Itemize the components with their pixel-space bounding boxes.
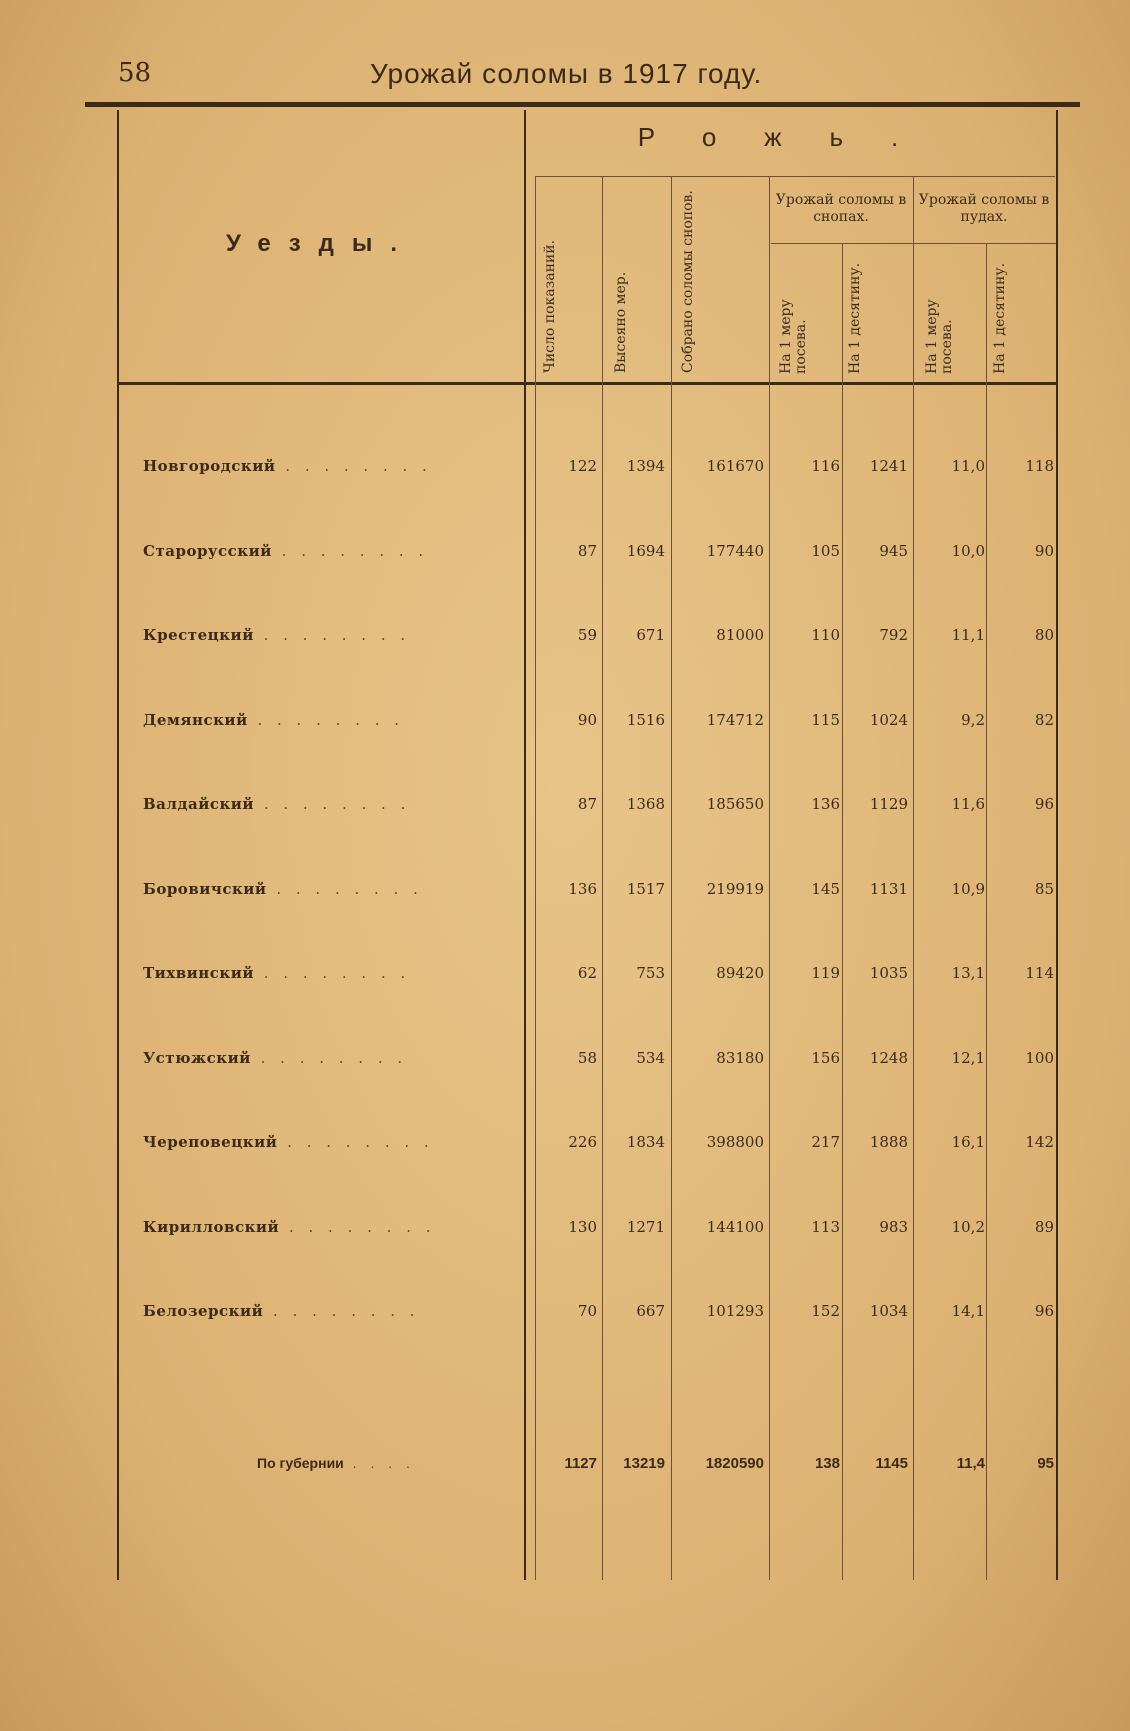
table-cell-count: 1127 <box>564 1455 597 1472</box>
col-sown-header: Высеяно мер. <box>613 271 629 373</box>
pd-measure-header: На 1 меру посева. <box>924 299 955 374</box>
table-cell-sh-measure: 138 <box>814 1455 840 1472</box>
table-cell-sown: 1271 <box>626 1218 665 1236</box>
table-cell-pd-des: 96 <box>1034 795 1054 813</box>
total-row-label: По губернии . . . . <box>257 1455 415 1471</box>
table-cell-sh-measure: 110 <box>811 626 840 644</box>
col-collected-header: Собрано соломы снопов. <box>680 190 696 373</box>
table-cell-sh-des: 1034 <box>869 1302 908 1320</box>
table-cell-count: 90 <box>577 711 597 729</box>
table-cell-count: 58 <box>577 1049 597 1067</box>
table-cell-sown: 1517 <box>626 880 665 898</box>
table-cell-sown: 13219 <box>623 1455 665 1472</box>
table-cell-pd-measure: 10,9 <box>951 880 985 898</box>
table-cell-pd-des: 82 <box>1034 711 1054 729</box>
column-rule <box>842 243 843 1580</box>
right-border <box>1056 110 1058 1580</box>
uezd-name: Новгородский . . . . . . . . <box>143 457 432 475</box>
top-rule <box>85 102 1080 107</box>
table-cell-pd-measure: 11,1 <box>951 626 985 644</box>
page-title: Урожай соломы в 1917 году. <box>370 58 763 89</box>
column-rule <box>986 243 987 1580</box>
table-cell-pd-des: 118 <box>1025 457 1054 475</box>
stub-divider <box>524 110 526 1580</box>
uezd-name: Белозерский . . . . . . . . <box>143 1302 420 1320</box>
table-cell-sh-des: 1131 <box>869 880 908 898</box>
page-header <box>0 58 1130 98</box>
table-cell-pd-des: 96 <box>1034 1302 1054 1320</box>
straw-yield-table <box>117 110 1058 1580</box>
table-cell-sh-des: 1035 <box>869 964 908 982</box>
table-cell-collected: 101293 <box>706 1302 764 1320</box>
column-rule <box>535 176 536 1580</box>
table-cell-collected: 89420 <box>716 964 764 982</box>
table-cell-pd-measure: 11,6 <box>951 795 985 813</box>
table-cell-sown: 534 <box>636 1049 665 1067</box>
table-cell-collected: 144100 <box>706 1218 764 1236</box>
table-cell-pd-des: 114 <box>1025 964 1054 982</box>
table-cell-pd-measure: 11,4 <box>956 1455 985 1472</box>
table-cell-sh-measure: 145 <box>811 880 840 898</box>
table-cell-pd-des: 85 <box>1034 880 1054 898</box>
table-cell-count: 136 <box>568 880 597 898</box>
uezd-name: Боровичский . . . . . . . . <box>143 880 423 898</box>
table-cell-sh-measure: 217 <box>811 1133 840 1151</box>
table-cell-collected: 83180 <box>716 1049 764 1067</box>
table-cell-sh-des: 1248 <box>869 1049 908 1067</box>
column-rule <box>913 176 914 1580</box>
table-cell-sown: 1834 <box>626 1133 665 1151</box>
table-cell-pd-des: 142 <box>1025 1133 1054 1151</box>
table-cell-collected: 174712 <box>706 711 764 729</box>
col-count-header: Число показаний. <box>542 239 558 373</box>
table-cell-pd-des: 89 <box>1034 1218 1054 1236</box>
column-rule <box>769 176 770 1580</box>
crop-header: Рожь. <box>637 122 947 152</box>
uezdy-header: Уезды. <box>225 230 416 257</box>
table-cell-sh-des: 1145 <box>875 1455 908 1472</box>
table-cell-sown: 1516 <box>626 711 665 729</box>
table-cell-pd-measure: 11,0 <box>951 457 985 475</box>
table-cell-collected: 177440 <box>706 542 764 560</box>
table-cell-collected: 185650 <box>706 795 764 813</box>
poods-group-header: Урожай соломы в пудах. <box>918 192 1050 225</box>
table-cell-sh-measure: 105 <box>811 542 840 560</box>
table-cell-count: 226 <box>568 1133 597 1151</box>
sh-des-header: На 1 десятину. <box>847 262 863 374</box>
table-cell-sown: 753 <box>636 964 665 982</box>
uezd-name: Устюжский . . . . . . . . <box>143 1049 408 1067</box>
uezd-name: Валдайский . . . . . . . . <box>143 795 411 813</box>
table-cell-pd-measure: 9,2 <box>961 711 985 729</box>
table-cell-pd-des: 80 <box>1034 626 1054 644</box>
table-cell-sown: 1368 <box>626 795 665 813</box>
crop-rule <box>535 176 1055 177</box>
table-cell-sh-measure: 115 <box>811 711 840 729</box>
table-cell-count: 62 <box>577 964 597 982</box>
uezd-name: Тихвинский . . . . . . . . <box>143 964 411 982</box>
table-cell-sh-measure: 136 <box>811 795 840 813</box>
table-cell-collected: 81000 <box>716 626 764 644</box>
sheaves-group-header: Урожай соломы в снопах. <box>775 192 907 225</box>
table-cell-sh-des: 1129 <box>869 795 908 813</box>
table-cell-pd-des: 90 <box>1034 542 1054 560</box>
uezd-name: Старорусский . . . . . . . . <box>143 542 429 560</box>
table-cell-sown: 671 <box>636 626 665 644</box>
table-cell-sown: 1394 <box>626 457 665 475</box>
table-cell-pd-des: 95 <box>1037 1455 1054 1472</box>
table-cell-sh-measure: 119 <box>811 964 840 982</box>
table-cell-pd-measure: 10,2 <box>951 1218 985 1236</box>
table-cell-pd-des: 100 <box>1025 1049 1054 1067</box>
table-cell-count: 87 <box>577 542 597 560</box>
table-cell-collected: 219919 <box>706 880 764 898</box>
table-cell-pd-measure: 14,1 <box>951 1302 985 1320</box>
table-cell-pd-measure: 13,1 <box>951 964 985 982</box>
table-cell-count: 70 <box>577 1302 597 1320</box>
table-cell-sown: 1694 <box>626 542 665 560</box>
table-cell-sh-des: 945 <box>879 542 908 560</box>
table-cell-sh-des: 1241 <box>869 457 908 475</box>
table-cell-count: 122 <box>568 457 597 475</box>
table-cell-sh-des: 1024 <box>869 711 908 729</box>
column-rule <box>602 176 603 1580</box>
table-cell-sh-measure: 116 <box>811 457 840 475</box>
table-cell-pd-measure: 10,0 <box>951 542 985 560</box>
table-cell-sown: 667 <box>636 1302 665 1320</box>
table-cell-sh-measure: 152 <box>811 1302 840 1320</box>
header-rule <box>117 382 1058 385</box>
table-cell-count: 59 <box>577 626 597 644</box>
uezd-name: Череповецкий . . . . . . . . <box>143 1133 434 1151</box>
page-number: 58 <box>118 58 152 88</box>
table-cell-sh-measure: 113 <box>811 1218 840 1236</box>
table-cell-sh-des: 792 <box>879 626 908 644</box>
table-cell-sh-des: 983 <box>879 1218 908 1236</box>
table-cell-collected: 1820590 <box>705 1455 764 1472</box>
uezd-name: Крестецкий . . . . . . . . <box>143 626 411 644</box>
table-cell-pd-measure: 16,1 <box>951 1133 985 1151</box>
column-rule <box>671 176 672 1580</box>
table-cell-count: 130 <box>568 1218 597 1236</box>
left-border <box>117 110 119 1580</box>
sh-measure-header: На 1 меру посева. <box>778 299 809 374</box>
pd-des-header: На 1 десятину. <box>992 262 1008 374</box>
table-cell-sh-measure: 156 <box>811 1049 840 1067</box>
table-cell-sh-des: 1888 <box>869 1133 908 1151</box>
table-cell-pd-measure: 12,1 <box>951 1049 985 1067</box>
uezd-name: Демянский . . . . . . . . <box>143 711 404 729</box>
uezd-name: Кирилловский . . . . . . . . <box>143 1218 436 1236</box>
table-cell-count: 87 <box>577 795 597 813</box>
table-cell-collected: 398800 <box>706 1133 764 1151</box>
table-cell-collected: 161670 <box>706 457 764 475</box>
